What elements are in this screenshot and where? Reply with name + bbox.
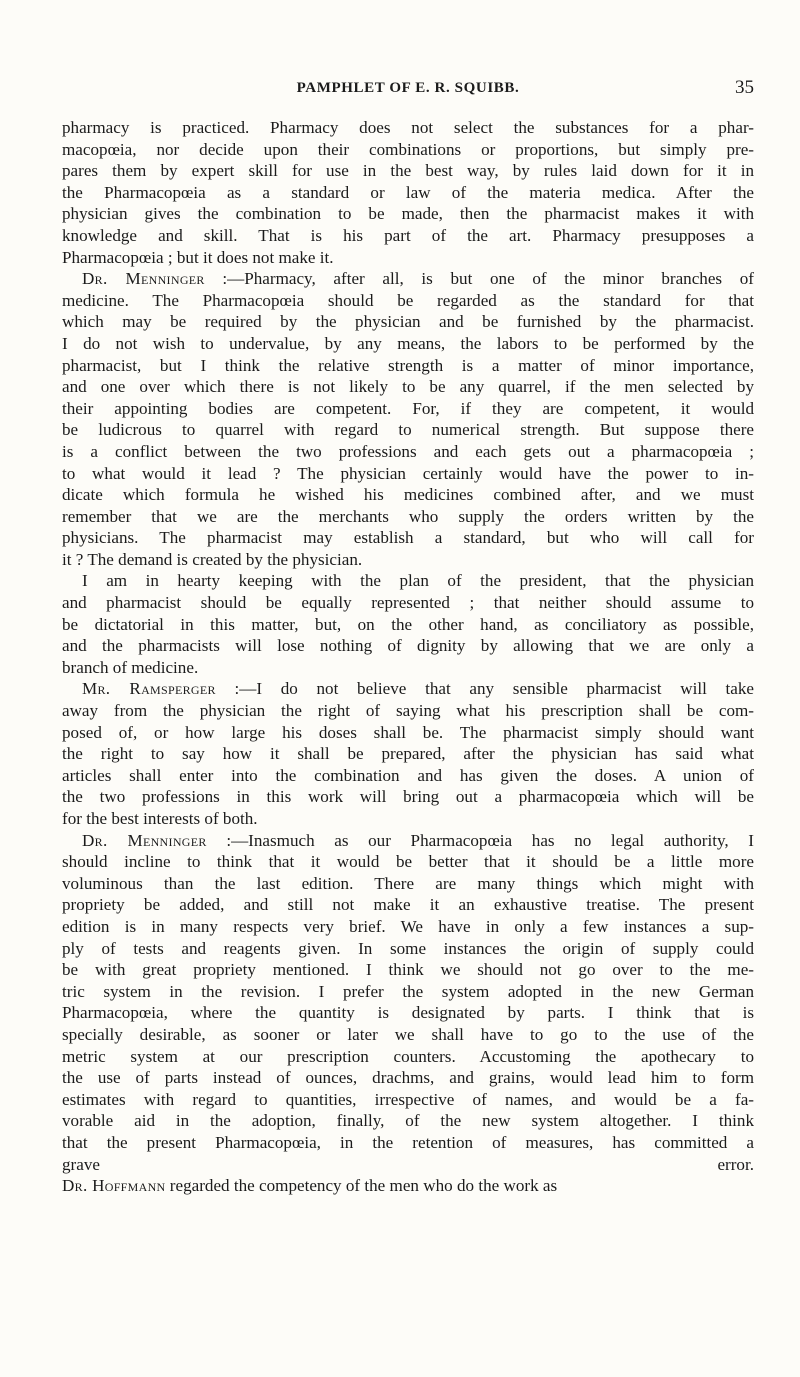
line-text: :—Pharmacy, after all, is but one of the minor branches of (204, 269, 754, 289)
line-text: which may be required by the physician and be furnished by the pharmacist. (62, 312, 754, 332)
line-text: should incline to think that it would be better that it should be a little more (62, 852, 754, 872)
line-text: posed of, or how large his doses shall be. The pharmacist simply should want (62, 722, 754, 742)
text-line (62, 938, 754, 960)
line-text: to what would it lead ? The physician certainly would have the power to in- (62, 463, 754, 483)
line-text: branch of medicine. (62, 657, 199, 677)
text-line (62, 506, 754, 528)
line-text: be ludicrous to quarrel with regard to numerical strength. But suppose there (62, 420, 754, 440)
text-line (62, 268, 754, 290)
text-line (62, 1132, 754, 1154)
line-text: knowledge and skill. That is his part of the art. Pharmacy presupposes a (62, 225, 754, 245)
text-line (62, 1002, 754, 1024)
text-line (62, 484, 754, 506)
line-text: Pharmacopœia ; but it does not make it. (62, 247, 334, 267)
text-line (62, 1110, 754, 1132)
text-line (62, 570, 754, 592)
line-text: :—I do not believe that any sensible pharmacist will take (215, 679, 754, 699)
text-line (62, 419, 754, 441)
text-line (62, 333, 754, 355)
line-text: Pharmacopœia, where the quantity is designated by parts. I think that is (62, 1003, 754, 1023)
text-line (62, 527, 754, 549)
line-text: I am in hearty keeping with the plan of the president, that the physician (82, 571, 754, 591)
text-line (62, 1067, 754, 1089)
line-text: macopœia, nor decide upon their combinations or proportions, but simply pre- (62, 139, 754, 159)
text-line (62, 311, 754, 333)
text-line (62, 743, 754, 765)
line-text: away from the physician the right of saying what his prescription shall be com- (62, 701, 754, 721)
text-line (62, 398, 754, 420)
text-line (62, 1154, 754, 1176)
line-text: for the best interests of both. (62, 809, 258, 828)
text-line (62, 1046, 754, 1068)
text-line (62, 1024, 754, 1046)
line-text: estimates with regard to quantities, irrespective of names, and would be a fa- (62, 1089, 754, 1109)
line-text: grave error. (62, 1154, 754, 1174)
text-line (62, 441, 754, 463)
body-text (62, 117, 754, 1197)
line-text: that the present Pharmacopœia, in the retention of measures, has committed a (62, 1132, 754, 1152)
line-text: the right to say how it shall be prepared, after the physician has said what (62, 744, 754, 764)
text-line (62, 549, 754, 571)
line-text: the use of parts instead of ounces, drachms, and grains, would lead him to form (62, 1068, 754, 1088)
text-line (62, 765, 754, 787)
line-text: metric system at our prescription counters. Accustoming the apothecary to (62, 1046, 754, 1066)
line-text: propriety be added, and still not make it an exhaustive treatise. The present (62, 895, 754, 915)
text-line (62, 916, 754, 938)
text-line (62, 959, 754, 981)
line-text: pharmacy is practiced. Pharmacy does not select the substances for a phar- (62, 118, 754, 137)
line-text: their appointing bodies are competent. For, if they are competent, it would (62, 398, 754, 418)
line-text: specially desirable, as sooner or later we shall have to go to the use of the (62, 1024, 754, 1044)
line-text: articles shall enter into the combination and has given the doses. A union of (62, 765, 754, 785)
speaker-name: Mr. Ramsperger (82, 679, 216, 699)
text-line (62, 851, 754, 873)
line-text: dicate which formula he wished his medicines combined after, and we must (62, 485, 754, 505)
text-line (62, 614, 754, 636)
text-line (62, 635, 754, 657)
text-line (62, 722, 754, 744)
speaker-name: Dr. Hoffmann (62, 1176, 166, 1196)
line-text: edition is in many respects very brief. We have in only a few instances a sup- (62, 916, 754, 936)
text-line (62, 894, 754, 916)
text-line (62, 117, 754, 139)
speaker-name: Dr. Menninger (82, 830, 207, 850)
text-line (62, 678, 754, 700)
text-line (62, 981, 754, 1003)
line-text: and pharmacist should be equally represented ; that neither should assume to (62, 593, 754, 613)
text-line (62, 182, 754, 204)
page-header (62, 77, 754, 104)
text-line (62, 873, 754, 895)
line-text: vorable aid in the adoption, finally, of the new system altogether. I think (62, 1111, 754, 1131)
text-line (62, 139, 754, 161)
text-line (62, 786, 754, 808)
text-line (62, 1089, 754, 1111)
line-text: remember that we are the merchants who supply the orders written by the (62, 506, 754, 526)
line-text: ply of tests and reagents given. In some instances the origin of supply could (62, 938, 754, 958)
text-line (62, 657, 754, 679)
line-text: the two professions in this work will bring out a pharmacopœia which will be (62, 787, 754, 807)
text-line (62, 290, 754, 312)
line-text: tric system in the revision. I prefer the system adopted in the new German (62, 981, 754, 1001)
text-line (62, 160, 754, 182)
line-text: be with great propriety mentioned. I think we should not go over to the me- (62, 960, 754, 980)
line-text: be dictatorial in this matter, but, on the other hand, as conciliatory as possible, (62, 614, 754, 634)
text-line (62, 355, 754, 377)
text-line (62, 808, 754, 830)
line-text: pharmacist, but I think the relative strength is a matter of minor importance, (62, 355, 754, 375)
text-line (62, 592, 754, 614)
line-text: pares them by expert skill for use in the best way, by rules laid down for it in (62, 161, 754, 181)
text-line (62, 247, 754, 269)
page-number: 35 (735, 77, 754, 98)
text-line (62, 700, 754, 722)
line-text: is a conflict between the two professions and each gets out a pharmacopœia ; (62, 441, 754, 461)
line-text: medicine. The Pharmacopœia should be regarded as the standard for that (62, 290, 754, 310)
line-text: voluminous than the last edition. There are many things which might with (62, 873, 754, 893)
text-line (62, 225, 754, 247)
running-head: PAMPHLET OF E. R. SQUIBB. (296, 80, 520, 96)
line-text: I do not wish to undervalue, by any means, the labors to be performed by the (62, 333, 754, 353)
speaker-name: Dr. Menninger (82, 269, 205, 289)
text-line (62, 1175, 754, 1197)
text-line (62, 463, 754, 485)
line-text: and one over which there is not likely to be any quarrel, if the men selected by (62, 377, 754, 397)
line-text: :—Inasmuch as our Pharmacopœia has no legal authority, I (206, 830, 754, 850)
line-text: physician gives the combination to be made, then the pharmacist makes it with (62, 204, 754, 224)
line-text: physicians. The pharmacist may establish a standard, but who will call for (62, 528, 754, 548)
text-line (62, 376, 754, 398)
line-text: and the pharmacists will lose nothing of dignity by allowing that we are only a (62, 636, 754, 656)
text-line (62, 830, 754, 852)
text-line (62, 203, 754, 225)
line-text: the Pharmacopœia as a standard or law of the materia medica. After the (62, 182, 754, 202)
line-text: regarded the competency of the men who do the work as (165, 1176, 558, 1196)
line-text: it ? The demand is created by the physician. (62, 549, 363, 569)
